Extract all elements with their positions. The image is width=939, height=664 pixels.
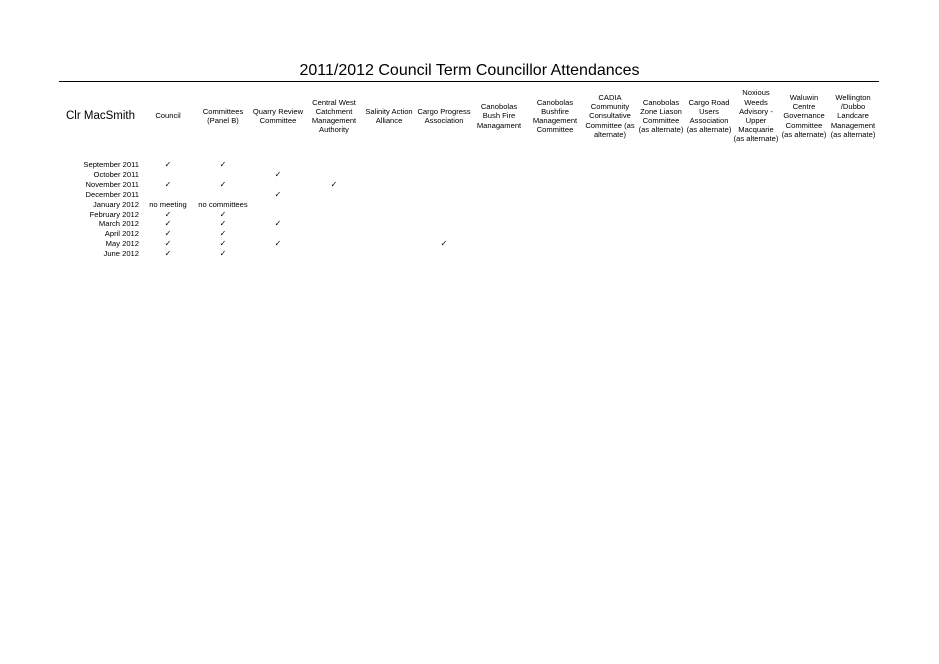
column-header — [194, 86, 252, 146]
attendance-note: no committees — [198, 199, 248, 209]
row-month-label: September 2011 — [83, 160, 139, 169]
column-header — [305, 86, 363, 146]
attended-check-icon: ✓ — [164, 179, 172, 189]
attendance-note: no meeting — [149, 199, 187, 209]
column-header-label: Quarry Review Committee — [252, 106, 304, 125]
column-header — [526, 86, 584, 146]
attended-check-icon: ✓ — [164, 209, 172, 219]
column-header-label: Salinity Action Alliance — [365, 106, 413, 125]
page-title: 2011/2012 Council Term Councillor Attendances — [299, 62, 640, 79]
attended-check-icon: ✓ — [219, 249, 227, 259]
attended-check-icon: ✓ — [164, 160, 172, 169]
attended-check-icon: ✓ — [274, 189, 282, 199]
attended-check-icon: ✓ — [164, 219, 172, 229]
attended-check-icon: ✓ — [164, 239, 172, 249]
column-header-label: Noxious Weeds Advisory - Upper Macquarie (as alternate) — [733, 88, 779, 144]
column-header — [824, 86, 882, 146]
column-header-label: Committees (Panel B) — [202, 106, 244, 125]
attended-check-icon: ✓ — [274, 239, 282, 249]
attended-check-icon: ✓ — [274, 169, 282, 179]
column-header-label: CADIA Community Consultative Committee (as alternate) — [585, 92, 635, 139]
column-header-label: Canobolas Bush Fire Managament — [476, 102, 522, 130]
column-header-label: Canobolas Bushfire Management Committee — [532, 97, 578, 135]
councillor-name: Clr MacSmith — [66, 110, 136, 122]
attended-check-icon: ✓ — [219, 209, 227, 219]
column-header-label: Cargo Road Users Association (as alternate) — [686, 97, 732, 135]
column-header — [470, 86, 528, 146]
attended-check-icon: ✓ — [219, 239, 227, 249]
attended-check-icon: ✓ — [219, 160, 227, 169]
row-month-label: April 2012 — [104, 229, 139, 239]
attended-check-icon: ✓ — [330, 179, 338, 189]
attended-check-icon: ✓ — [274, 219, 282, 229]
column-header-label: Waluwin Centre Governance Committee (as alternate) — [781, 92, 827, 139]
row-month-label: February 2012 — [89, 209, 139, 219]
column-header — [249, 86, 307, 146]
attended-check-icon: ✓ — [219, 229, 227, 239]
row-month-label: March 2012 — [98, 219, 139, 229]
row-month-label: May 2012 — [105, 239, 139, 249]
column-header — [139, 86, 197, 146]
column-header-label: Cargo Progress Association — [417, 106, 471, 125]
column-header-label: Central West Catchment Management Authority — [311, 97, 357, 135]
row-month-label: December 2011 — [85, 189, 139, 199]
attended-check-icon: ✓ — [164, 229, 172, 239]
title-divider — [59, 81, 879, 82]
column-header — [581, 86, 639, 146]
column-header-label: Council — [155, 111, 181, 121]
row-month-label: October 2011 — [93, 169, 139, 179]
attended-check-icon: ✓ — [164, 249, 172, 259]
attended-check-icon: ✓ — [219, 179, 227, 189]
column-header-label: Wellington /Dubbo Landcare Management (as alternate) — [830, 92, 876, 139]
attended-check-icon: ✓ — [440, 239, 448, 249]
row-month-label: June 2012 — [103, 249, 139, 259]
column-header — [360, 86, 418, 146]
attended-check-icon: ✓ — [219, 219, 227, 229]
row-month-label: November 2011 — [85, 179, 139, 189]
column-header — [415, 86, 473, 146]
row-month-label: January 2012 — [92, 199, 139, 209]
column-header-label: Canobolas Zone Liason Committee (as alternate) — [638, 97, 684, 135]
